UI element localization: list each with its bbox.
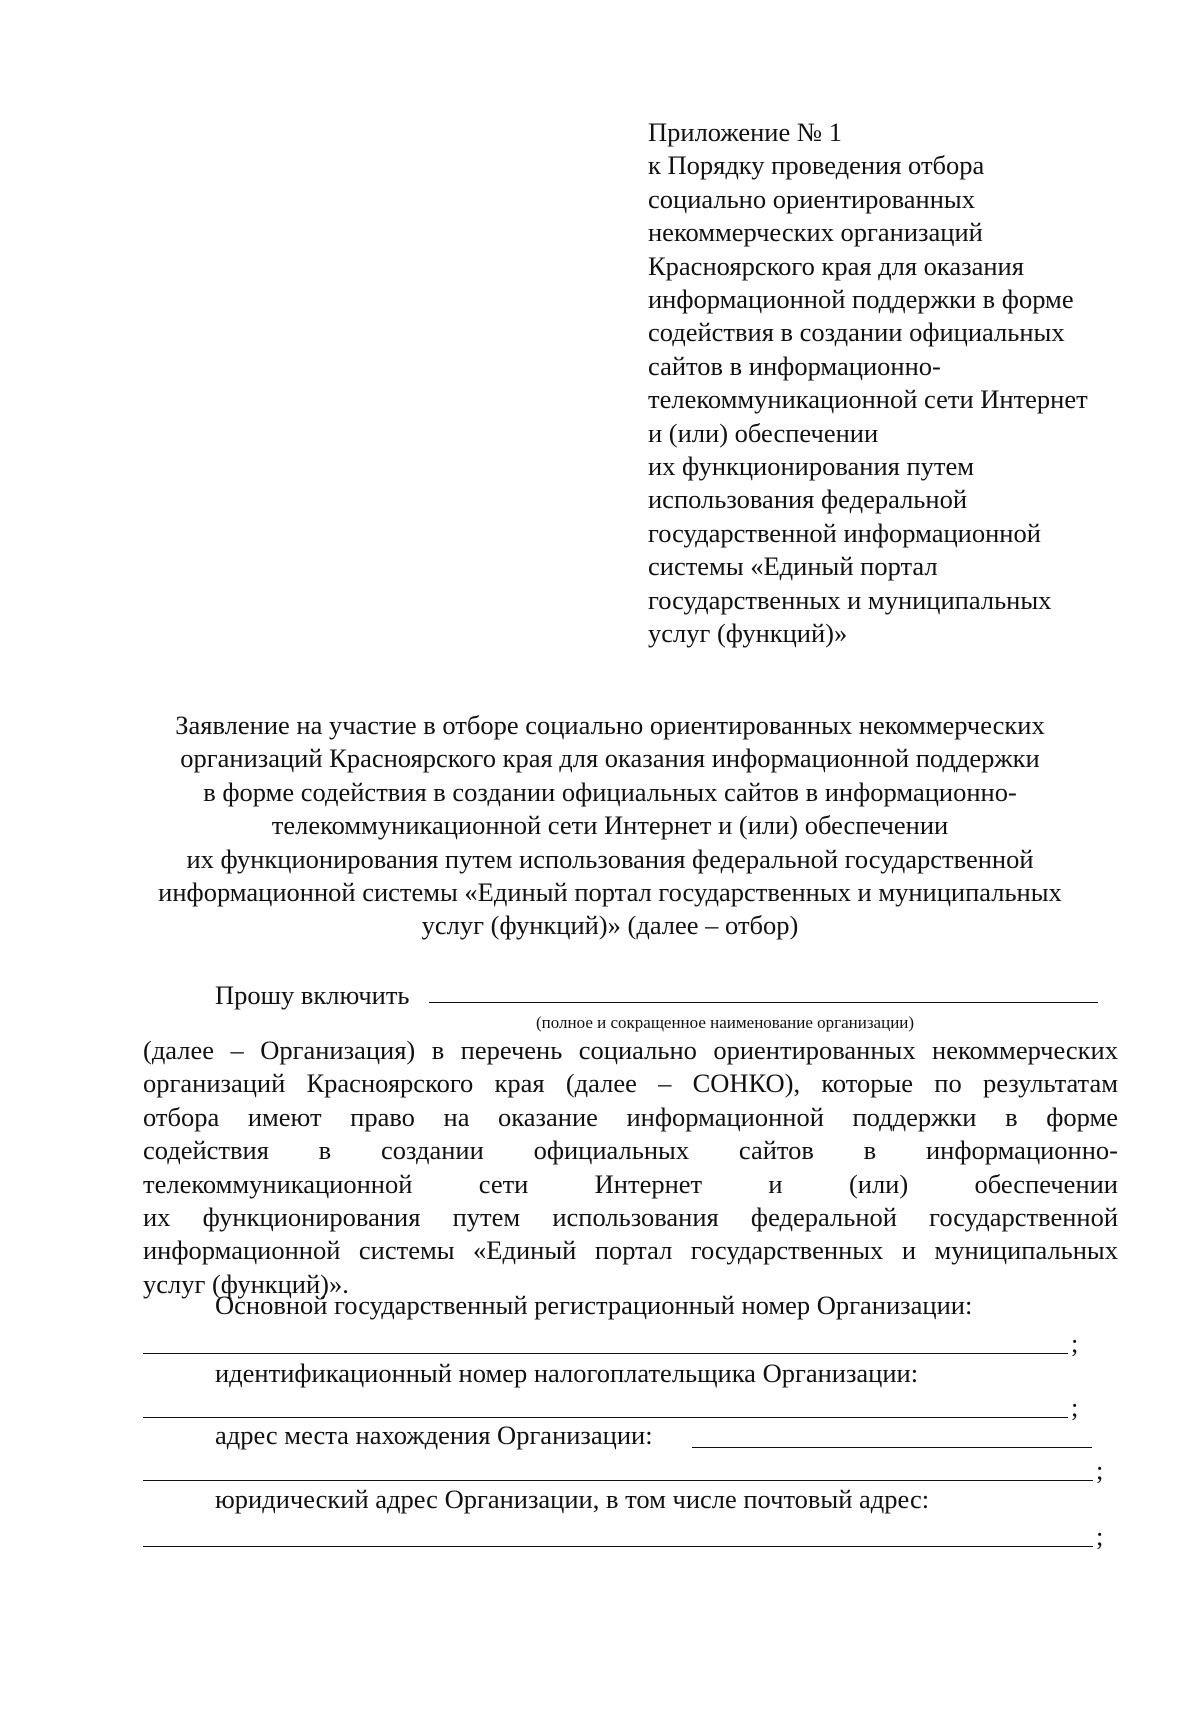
- title-line: в форме содействия в создании официальных сайтов в информационно-: [203, 776, 1017, 807]
- title-line: телекоммуникационной сети Интернет и (или) обеспечении: [271, 810, 949, 841]
- paragraph-line: их функционирования путем использования федеральной государственной: [143, 1202, 1118, 1233]
- document-title: [130, 709, 1090, 943]
- inn-separator: ;: [1071, 1392, 1079, 1422]
- appendix-line: телекоммуникационной сети Интернет: [648, 384, 1088, 415]
- title-line: организаций Красноярского края для оказания информационной поддержки: [180, 743, 1040, 774]
- appendix-line: содействия в создании официальных: [648, 317, 1065, 348]
- paragraph-line: организаций Красноярского края (далее – СОНКО), которые по результатам: [143, 1068, 1118, 1099]
- location-address-label: адрес места нахождения Организации:: [215, 1420, 653, 1450]
- appendix-line: и (или) обеспечении: [648, 417, 879, 448]
- appendix-line: Красноярского края для оказания: [648, 250, 1024, 281]
- legal-address-separator: ;: [1096, 1521, 1104, 1551]
- appendix-line: государственных и муниципальных: [648, 584, 1052, 615]
- appendix-reference: [648, 116, 1128, 651]
- appendix-line: государственной информационной: [648, 517, 1041, 548]
- paragraph-line: содействия в создании официальных сайтов в информационно-: [143, 1135, 1118, 1166]
- appendix-line: информационной поддержки в форме: [648, 284, 1074, 315]
- legal-address-label: юридический адрес Организации, в том числе почтовый адрес:: [215, 1484, 930, 1514]
- request-row: [143, 979, 1118, 1015]
- appendix-line: Приложение № 1: [648, 117, 843, 147]
- request-label: Прошу включить: [215, 980, 410, 1010]
- appendix-line: услуг (функций)»: [648, 618, 848, 649]
- paragraph-line: информационной системы «Единый портал государственных и муниципальных: [143, 1235, 1118, 1266]
- paragraph-line: услуг (функций)».: [143, 1268, 349, 1299]
- appendix-line: сайтов в информационно-: [648, 350, 941, 381]
- location-address-blank-1[interactable]: [692, 1447, 1092, 1448]
- organization-name-caption: (полное и сокращенное наименование организации): [536, 1013, 915, 1032]
- ogrn-separator: ;: [1071, 1328, 1079, 1358]
- appendix-line: к Порядку проведения отбора: [648, 150, 985, 181]
- ogrn-blank[interactable]: [143, 1353, 1068, 1354]
- appendix-line: их функционирования путем: [648, 451, 974, 482]
- paragraph-line: (далее – Организация) в перечень социально ориентированных некоммерческих: [143, 1035, 1118, 1065]
- title-line: их функционирования путем использования федеральной государственной: [186, 843, 1034, 874]
- legal-address-blank[interactable]: [143, 1546, 1093, 1547]
- request-paragraph: [143, 1034, 1118, 1301]
- location-address-separator: ;: [1096, 1455, 1104, 1485]
- appendix-line: использования федеральной: [648, 484, 967, 515]
- title-line: Заявление на участие в отборе социально ориентированных некоммерческих: [175, 710, 1045, 740]
- appendix-line: некоммерческих организаций: [648, 217, 983, 248]
- ogrn-label: Основной государственный регистрационный номер Организации:: [215, 1290, 973, 1320]
- inn-label: идентификационный номер налогоплательщика Организации:: [215, 1358, 919, 1388]
- inn-blank[interactable]: [143, 1417, 1068, 1418]
- paragraph-line: отбора имеют право на оказание информационной поддержки в форме: [143, 1101, 1118, 1132]
- title-line: информационной системы «Единый портал государственных и муниципальных: [158, 877, 1062, 908]
- title-line: услуг (функций)» (далее – отбор): [421, 910, 799, 941]
- organization-name-blank[interactable]: [429, 1002, 1098, 1003]
- paragraph-line: телекоммуникационной сети Интернет и (или) обеспечении: [143, 1168, 1118, 1199]
- appendix-line: системы «Единый портал: [648, 551, 938, 582]
- appendix-line: социально ориентированных: [648, 183, 975, 214]
- location-address-blank-2[interactable]: [143, 1480, 1093, 1481]
